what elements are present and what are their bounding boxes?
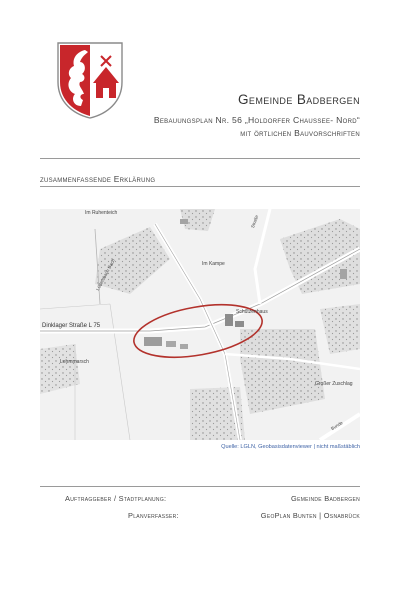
map-label-grosser-zuschlag: Großer Zuschlag bbox=[315, 381, 353, 387]
subtitle-line-1: Bebauungsplan Nr. 56 „Holdorfer Chaussee- Nord“ bbox=[153, 115, 360, 125]
map-label-road-ne: Straße bbox=[250, 214, 260, 229]
footer-row-planner bbox=[0, 511, 400, 523]
section-title: zusammenfassende Erklärung bbox=[40, 174, 156, 184]
map-label-im-kampe: Im Kampe bbox=[202, 261, 225, 267]
planner-value: GeoPlan Bunten | Osnabrück bbox=[260, 511, 360, 520]
municipality-crest bbox=[55, 40, 125, 120]
page-title: Gemeinde Badbergen bbox=[238, 92, 360, 107]
footer-divider bbox=[40, 486, 360, 487]
document-subtitle bbox=[100, 114, 360, 140]
planner-label: Planverfasser: bbox=[128, 511, 179, 520]
map-label-schuetzenhaus: Schützenhaus bbox=[236, 309, 268, 315]
map-label-bach: Lüttersbach Bach bbox=[95, 258, 116, 292]
client-label: Auftraggeber / Stadtplanung: bbox=[65, 494, 167, 503]
map-label-ruhenteich: Im Ruhenteich bbox=[85, 210, 118, 216]
header-divider bbox=[40, 158, 360, 159]
map-label-lehmmarsch: Lehmmarsch bbox=[60, 359, 89, 365]
client-value: Gemeinde Badbergen bbox=[291, 494, 360, 503]
map-label-bunde: Bunde bbox=[330, 420, 344, 432]
footer-row-client bbox=[0, 494, 400, 506]
crest-icon bbox=[55, 40, 125, 120]
map-label-dinklager-strasse: Dinklager Straße L 75 bbox=[42, 323, 101, 329]
subtitle-line-2: mit örtlichen Bauvorschriften bbox=[240, 128, 360, 138]
section-divider bbox=[40, 186, 360, 187]
location-map bbox=[40, 209, 360, 440]
map-caption: Quelle: LGLN, Geobasisdatenviewer | nicht maßstäblich bbox=[221, 444, 360, 450]
